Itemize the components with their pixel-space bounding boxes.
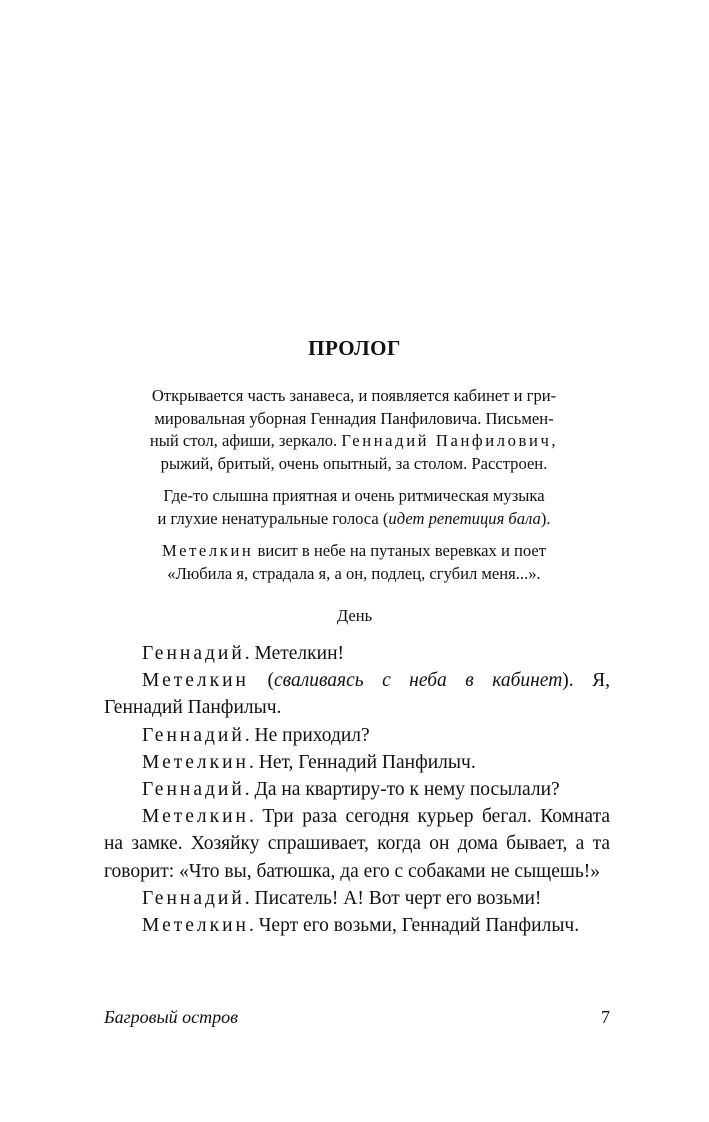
scene-subheading: День <box>336 606 373 625</box>
dialogue-block <box>104 640 610 939</box>
stage-direction-line: и глухие ненатуральные голоса (идет репетиция бала). <box>157 508 551 528</box>
character-name: Геннадий Панфилович, <box>341 431 559 450</box>
speaker-name: Метелкин <box>142 806 249 828</box>
speaker-name: Метелкин <box>142 751 249 773</box>
character-name: Метелкин <box>161 541 254 560</box>
speaker-name: Геннадий <box>142 643 245 664</box>
stage-direction-line: Где-то слышна приятная и очень ритмическая музыка <box>163 486 545 505</box>
stage-direction-3 <box>124 540 584 585</box>
chapter-title: ПРОЛОГ <box>308 336 401 360</box>
stage-direction-line: Метелкин висит в небе на путаных веревках и поет <box>161 541 546 560</box>
stage-direction-line: Открывается часть занавеса, и появляется кабинет и гри- <box>151 386 557 405</box>
stage-direction-line: ный стол, афиши, зеркало. Геннадий Панфилович, <box>149 431 559 450</box>
dialogue-line: Метелкин. Нет, Геннадий Панфилыч. <box>142 751 476 773</box>
dialogue-line: Метелкин. Черт его возьми, Геннадий Панфилыч. <box>142 915 580 937</box>
italic-remark: идет репетиция бала <box>388 508 541 528</box>
stage-direction-line: «Любила я, страдала я, а он, подлец, сгубил меня...». <box>167 563 541 583</box>
stage-direction-1 <box>124 385 584 475</box>
stage-direction-2 <box>124 485 584 530</box>
speaker-name: Геннадий <box>142 887 245 909</box>
dialogue-line: Геннадий. Метелкин! <box>142 643 344 664</box>
dialogue-line: Метелкин (сваливаясь с неба в кабинет). Я, Геннадий Панфилыч. <box>104 670 611 719</box>
speaker-name: Геннадий <box>142 724 245 746</box>
stage-direction-line: мировальная уборная Геннадия Панфиловича. Письмен- <box>154 408 554 428</box>
dialogue-line: Геннадий. Да на квартиру-то к нему посылали? <box>142 779 560 801</box>
speaker-name: Метелкин <box>142 670 249 692</box>
speaker-name: Геннадий <box>142 779 245 801</box>
dialogue-line: Геннадий. Не приходил? <box>142 724 370 746</box>
running-footer-title: Багровый остров <box>104 1007 238 1027</box>
stage-direction-line: рыжий, бритый, очень опытный, за столом. Расстроен. <box>160 453 548 473</box>
page-number: 7 <box>601 1007 610 1027</box>
speaker-name: Метелкин <box>142 915 249 937</box>
dialogue-line: Метелкин. Три раза сегодня курьер бегал. Комната на замке. Хозяйку спрашивает, когда он дома бывает, а та говорит: «Что вы, батюшка, да его с собаками не сыщешь!» <box>104 806 611 882</box>
dialogue-line: Геннадий. Писатель! А! Вот черт его возьми! <box>142 887 542 909</box>
